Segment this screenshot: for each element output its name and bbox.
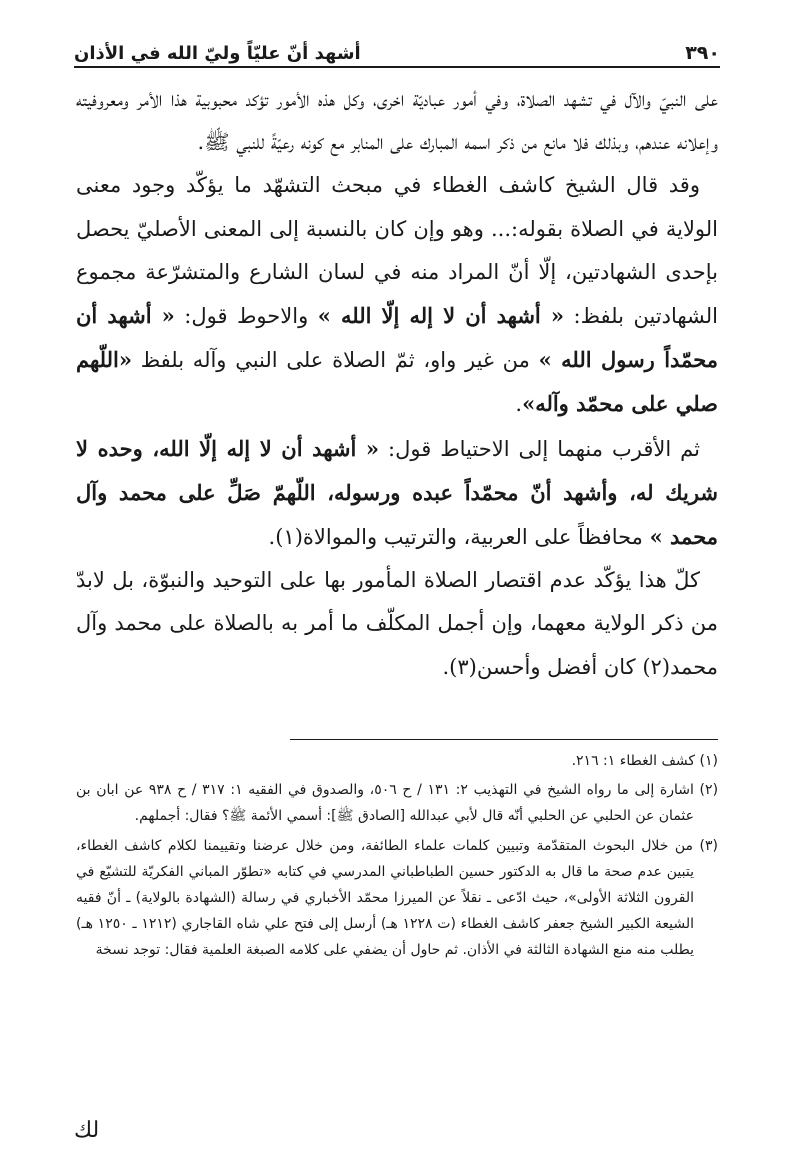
- footnote-separator: [290, 739, 718, 740]
- paragraph-4-text: كلّ هذا يؤكّد عدم اقتصار الصلاة المأمور بها على التوحيد والنبوّة، بل لابدّ من ذكر الولاية معهما، وإن أجمل المكلّف ما أمر به بالصلاة على محمد وآل محمد: [76, 568, 718, 679]
- paragraph-3-text: محافظاً على العربية، والترتيب والموالاة: [302, 525, 650, 550]
- footnote-2: (٢) اشارة إلى ما رواه الشيخ في التهذيب ٢: ١٣١ / ح ٥٠٦، والصدوق في الفقيه ١: ٣١٧ / ح ٩٣٨ عن ابان بن عثمان عن الحلبي عن الحلبي أنّه قال لأبي عبدالله [الصادق ﷺ]: أسمي الأئمة ﷺ؟ فقال: أجملهم.: [76, 782, 719, 825]
- footnote-3: (٣) من خلال البحوث المتقدّمة وتبيين كلمات علماء الطائفة، ومن خلال عرضنا وتقييمنا لكلام كاشف الغطاء، يتبين عدم صحة ما قال به الدكتور حسين الطباطباني المدرسي في كتابه «تطوّر المباني الفكريّة للتشيّع في القرون الثلاثة الأولى»، حيث ادّعى ـ نقلاً عن الميرزا محمّد الأخباري في رسالة (الشهادة بالولاية) ـ أنّ فقيه الشيعة الكبير الشيخ جعفر كاشف الغطاء (ت ١٢٢٨ هـ) أرسل إلى فتح علي شاه القاجاري (١٢١٢ ـ ١٢٥٠ هـ) يطلب منه منع الشهادة الثالثة في الأذان. ثم حاول أن يضفي على كلامه الصبغة العلمية فقال: توجد نسخة: [76, 837, 718, 959]
- paragraph-3-text: ثم الأقرب منهما إلى الاحتياط قول:: [379, 436, 701, 461]
- quote-salawat: «اللّهم صلي على محمّد وآله»: [76, 347, 718, 417]
- page-header: [74, 30, 720, 64]
- running-title: أشهد أنّ عليّاً وليّ الله في الأذان: [74, 43, 361, 64]
- quote-tashahhud: « أشهد أن لا إله إلّا الله، وحده لا شريك له، وأشهد أنّ محمّداً عبده ورسوله، اللّهمّ صَلِّ على محمد وآل محمد »: [76, 435, 718, 550]
- footnote-ref-1[interactable]: (١): [275, 525, 303, 550]
- paragraph-2-text: وقد قال الشيخ كاشف الغطاء في مبحث التشهّد ما يؤكّد وجود معنى الولاية في الصلاة بقوله:... وهو وإن كان بالنسبة إلى المعنى الأصليّ يحصل بإحدى الشهادتين، إلّا أنّ المراد منه في لسان الشارع والمتشرّعة مجموع الشهادتين بلفظ:: [76, 173, 719, 329]
- paragraph-2-text: والاحوط قول:: [174, 304, 318, 329]
- header-rule: [74, 66, 720, 68]
- footnote-1: (١) كشف الغطاء ١: ٢١٦.: [571, 753, 718, 769]
- catchword: لك: [74, 1118, 100, 1143]
- paragraph-4-end: .: [442, 654, 450, 679]
- footnotes: [76, 748, 718, 967]
- paragraph-2-end: .: [515, 392, 523, 417]
- main-text: [76, 78, 718, 689]
- paragraph-4: [76, 559, 718, 689]
- paragraph-3-end: .: [268, 525, 276, 550]
- paragraph-2: [76, 164, 718, 426]
- paragraph-1: على النبيّ والآل في تشهد الصلاة، وفي أمور عباديّة اخرى، وكل هذه الأمور تؤكد محبوبية هذا الأمر ومعروفيته وإعلانه عندهم، وبذلك فلا مانع من ذكر اسمه المبارك على المنابر مع كونه رعيّةً للنبي ﷺ.: [76, 87, 718, 155]
- paragraph-3: [76, 427, 718, 560]
- footnote-ref-2[interactable]: (٢): [642, 654, 671, 679]
- footnote-ref-3[interactable]: (٣): [449, 654, 477, 679]
- quote-shahada-2: « أشهد أن محمّداً رسول الله »: [76, 303, 718, 373]
- paragraph-4-text: كان أفضل وأحسن: [476, 654, 643, 679]
- page-number: ٣٩٠: [685, 42, 720, 64]
- paragraph-2-text: من غير واو، ثمّ الصلاة على النبي وآله بلفظ: [131, 348, 539, 373]
- quote-shahada-1: « أشهد أن لا إله إلّا الله »: [317, 303, 565, 329]
